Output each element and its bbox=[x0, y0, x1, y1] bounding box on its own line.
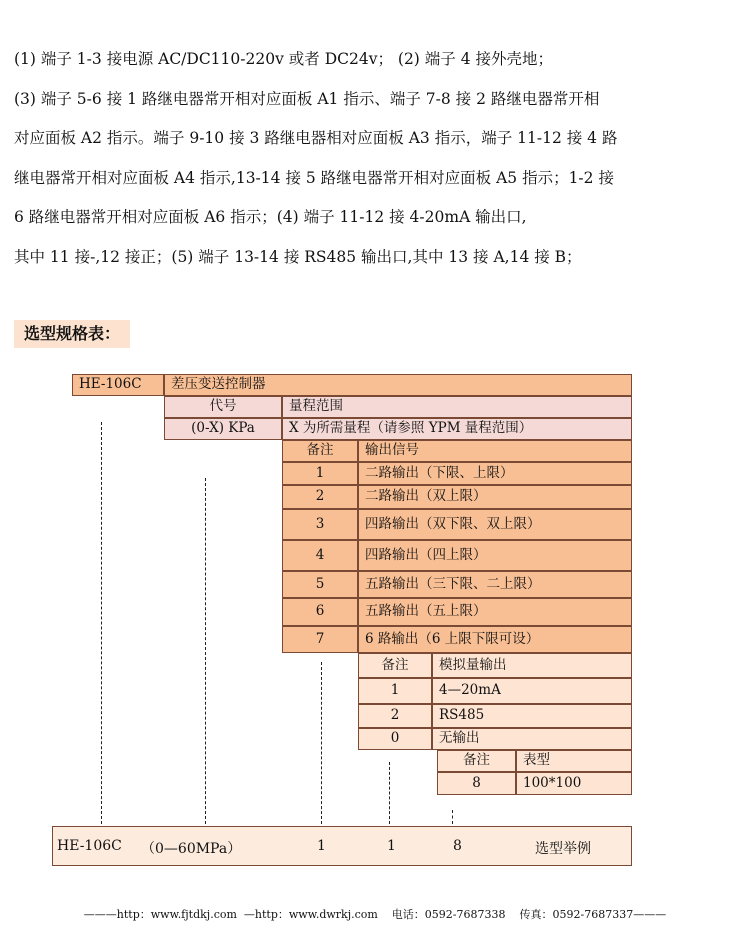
paragraph-line: 继电器常开相对应面板 A4 指示,13-14 接 5 路继电器常开相对应面板 A5 指示；1-2 接 bbox=[14, 168, 614, 187]
signal-desc-cell: 五路输出（三下限、二上限） bbox=[358, 571, 632, 598]
signal-desc-cell: 四路输出（四上限） bbox=[358, 540, 632, 571]
model-code-cell: HE-106C bbox=[72, 374, 164, 396]
range-desc-cell: X 为所需量程（请参照 YPM 量程范围） bbox=[282, 418, 632, 440]
signal-code-cell: 2 bbox=[282, 485, 358, 509]
paragraph-line: 6 路继电器常开相对应面板 A6 指示；(4) 端子 11-12 接 4-20mA 输出口, bbox=[14, 208, 527, 226]
signal-code-cell: 4 bbox=[282, 540, 358, 571]
signal-header-desc: 输出信号 bbox=[358, 440, 632, 462]
connector-line bbox=[205, 478, 206, 824]
section-title: 选型规格表： bbox=[14, 320, 130, 348]
signal-desc-cell: 四路输出（双下限、双上限） bbox=[358, 509, 632, 540]
range-code-cell: (0-X) KPa bbox=[164, 418, 282, 440]
analog-desc-cell: 4—20mA bbox=[432, 678, 632, 704]
analog-header-code: 备注 bbox=[358, 653, 432, 678]
signal-desc-cell: 6 路输出（6 上限下限可设） bbox=[358, 626, 632, 653]
signal-code-cell: 7 bbox=[282, 626, 358, 653]
example-label: 选型举例 bbox=[535, 841, 591, 857]
connector-line bbox=[321, 662, 322, 824]
signal-code-cell: 1 bbox=[282, 462, 358, 485]
meter-code-cell: 8 bbox=[437, 772, 516, 795]
connector-line bbox=[389, 762, 390, 824]
example-range: （0—60MPa） bbox=[141, 841, 242, 857]
signal-desc-cell: 二路输出（下限、上限） bbox=[358, 462, 632, 485]
signal-header-code: 备注 bbox=[282, 440, 358, 462]
meter-header-desc: 表型 bbox=[516, 750, 632, 772]
connector-line bbox=[452, 810, 453, 824]
signal-code-cell: 5 bbox=[282, 571, 358, 598]
meter-header-code: 备注 bbox=[437, 750, 516, 772]
paragraph-line: 对应面板 A2 指示。端子 9-10 接 3 路继电器相对应面板 A3 指示，端子 11-12 接 4 路 bbox=[14, 129, 618, 147]
selection-example-row bbox=[52, 826, 632, 866]
example-meter: 8 bbox=[453, 838, 462, 854]
paragraph-line: (3) 端子 5-6 接 1 路继电器常开相对应面板 A1 指示、端子 7-8 接 2 路继电器常开相 bbox=[14, 89, 600, 108]
signal-code-cell: 3 bbox=[282, 509, 358, 540]
analog-code-cell: 1 bbox=[358, 678, 432, 704]
paragraph-line: 其中 11 接-,12 接正；(5) 端子 13-14 接 RS485 输出口,其中 13 接 A,14 接 B； bbox=[14, 247, 582, 266]
paragraph-line: (1) 端子 1-3 接电源 AC/DC110-220v 或者 DC24v； (2) 端子 4 接外壳地； bbox=[14, 50, 553, 68]
range-header-code: 代号 bbox=[164, 396, 282, 418]
example-signal: 1 bbox=[317, 838, 326, 854]
footer-contact: ———http：www.fjtdkj.com —http：www.dwrkj.com 电话：0592-7687338 传真：0592-7687337——— bbox=[83, 908, 667, 921]
analog-desc-cell: RS485 bbox=[432, 704, 632, 728]
analog-header-desc: 模拟量输出 bbox=[432, 653, 632, 678]
signal-desc-cell: 二路输出（双上限） bbox=[358, 485, 632, 509]
analog-desc-cell: 无输出 bbox=[432, 728, 632, 750]
meter-desc-cell: 100*100 bbox=[516, 772, 632, 795]
wiring-description bbox=[14, 40, 734, 277]
signal-desc-cell: 五路输出（五上限） bbox=[358, 598, 632, 626]
analog-code-cell: 2 bbox=[358, 704, 432, 728]
analog-code-cell: 0 bbox=[358, 728, 432, 750]
range-header-desc: 量程范围 bbox=[282, 396, 632, 418]
model-name-cell: 差压变送控制器 bbox=[164, 374, 632, 396]
connector-line bbox=[101, 422, 102, 824]
example-model: HE-106C bbox=[57, 838, 122, 854]
signal-code-cell: 6 bbox=[282, 598, 358, 626]
example-analog: 1 bbox=[387, 838, 396, 854]
